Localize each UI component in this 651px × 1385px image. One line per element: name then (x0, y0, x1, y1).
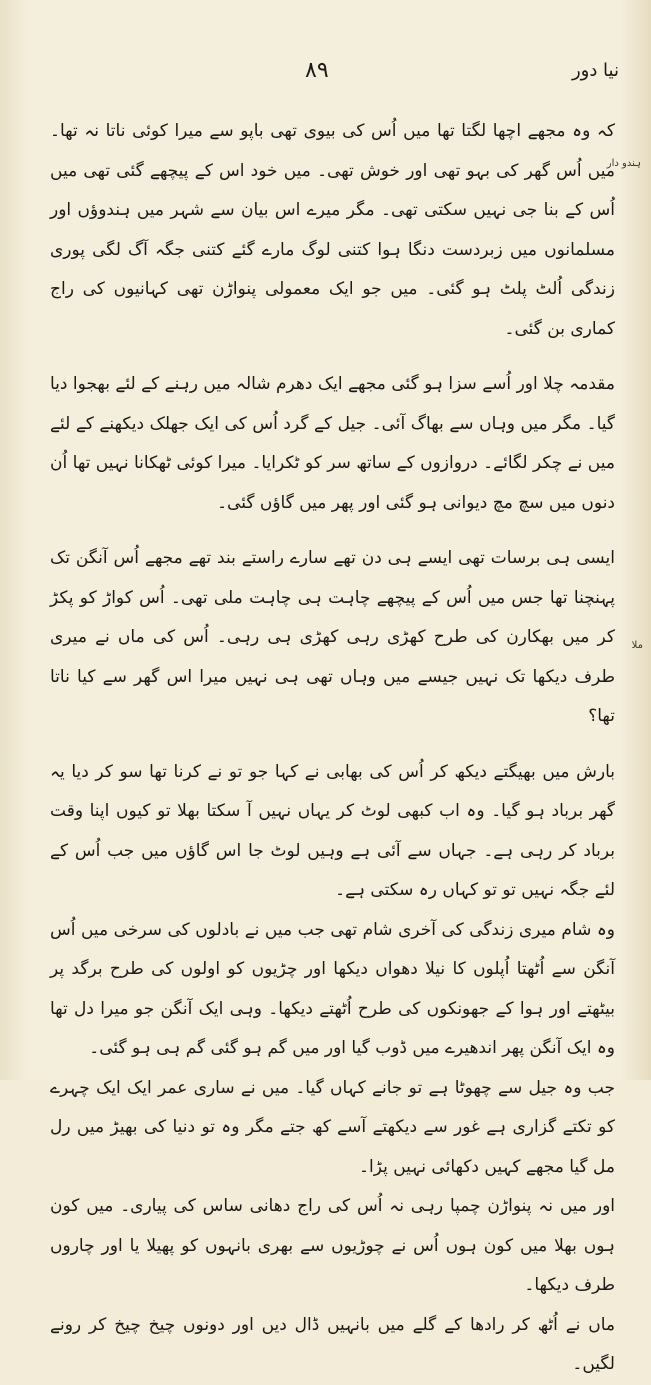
margin-note: ملا (631, 640, 643, 651)
paragraph: مقدمہ چلا اور اُسے سزا ہو گئی مجھے ایک دھرم شالہ میں رہنے کے لئے بھجوا دیا گیا۔ مگر میں وہاں سے بھاگ آئی۔ جیل کے گرد اُس کی ایک جھلک دیکھنے کے لئے میں نے چکر لگائے۔ دروازوں کے ساتھ سر کو ٹکرایا۔ میرا کوئی ٹھکانا نہیں تھا اُن دنوں میں سچ مچ دیوانی ہو گئی اور پھر میں گاؤں گئی۔ (50, 374, 615, 513)
paragraph: ایسی ہی برسات تھی ایسے ہی دن تھے سارے راستے بند تھے مجھے اُس آنگن تک پہنچنا تھا جس میں اُس کے پیچھے چاہت ہی چاہت ملی تھی۔ اُس کواڑ کو پکڑ کر میں بھکارن کی طرح کھڑی رہی کھڑی ہی رہی۔ اُس کی ماں نے میری طرف دیکھا تک نہیں جیسے میں وہاں تھی ہی نہیں میرا اس گھر سے کیا ناتا تھا؟ (50, 548, 615, 726)
page-number: ۸۹ (305, 58, 329, 83)
paragraph: وہ شام میری زندگی کی آخری شام تھی جب میں نے بادلوں کی سرخی میں اُس آنگن سے اُٹھتا اُپلوں کا نیلا دھواں دیکھا اور چڑیوں کو اولوں کی طرح برگد پر بیٹھتے اور ہوا کے جھونکوں کی طرح اُٹھتے دیکھا۔ وہی ایک آنگن جو میرا دل تھا وہ ایک آنگن پھر اندھیرے میں ڈوب گیا اور میں گم ہو گئی گم ہی ہو گئی۔ (50, 919, 615, 1058)
paragraph: کہ وہ مجھے اچھا لگتا تھا میں اُس کی بیوی تھی باپو سے میرا کوئی ناتا نہ تھا۔ میں اُس گھر کی بہو تھی اور خوش تھی۔ میں خود اس کے پیچھے گئی تھی میں اُس کے بنا جی نہیں سکتی تھی۔ مگر میرے اس بیان سے شہر میں ہندوؤں اور مسلمانوں میں زبردست دنگا ہوا کتنی لوگ مارے گئے کتنی جگہ آگ لگی پوری زندگی اُلٹ پلٹ ہو گئی۔ میں جو ایک معمولی پنواڑن تھی کہانیوں کی راج کماری بن گئی۔ (50, 121, 615, 339)
paragraph: ماں نے اُٹھ کر رادھا کے گلے میں بانہیں ڈال دیں اور دونوں چیخ چیخ کر رونے لگیں۔ (50, 1314, 615, 1374)
margin-note: ہندو دار (606, 158, 641, 169)
paragraph: اور میں نہ پنواڑن چمپا رہی نہ اُس کی راج دھانی ساس کی پیاری۔ میں کون ہوں بھلا میں کون ہوں اُس نے چوڑیوں سے بھری بانہوں کو پھیلا یا اور چاروں طرف دیکھا۔ (50, 1196, 615, 1295)
paragraph: جب وہ جیل سے چھوٹا ہے تو جانے کہاں گیا۔ میں نے ساری عمر ایک ایک چہرے کو تکتے گزاری ہے غور سے دیکھتے آسے کھ جتے مگر وہ تو دنیا کی بھیڑ میں رل مل گیا مجھے کہیں دکھائی نہیں پڑا۔ (50, 1077, 615, 1177)
paragraph: بارش میں بھیگتے دیکھ کر اُس کی بھابی نے کہا جو تو نے کرنا تھا سو کر دیا یہ گھر برباد ہو گیا۔ وہ اب کبھی لوٹ کر یہاں نہیں آ سکتا بھلا تو کیوں اپنا وقت برباد کر رہی ہے۔ جہاں سے آئی ہے وہیں لوٹ جا اس گاؤں میں جب اُس کے لئے جگہ نہیں تو تو کہاں رہ سکتی ہے۔ (50, 761, 615, 900)
page-header (0, 58, 651, 90)
journal-title: نیا دور (571, 60, 619, 81)
story-text (50, 112, 615, 1385)
